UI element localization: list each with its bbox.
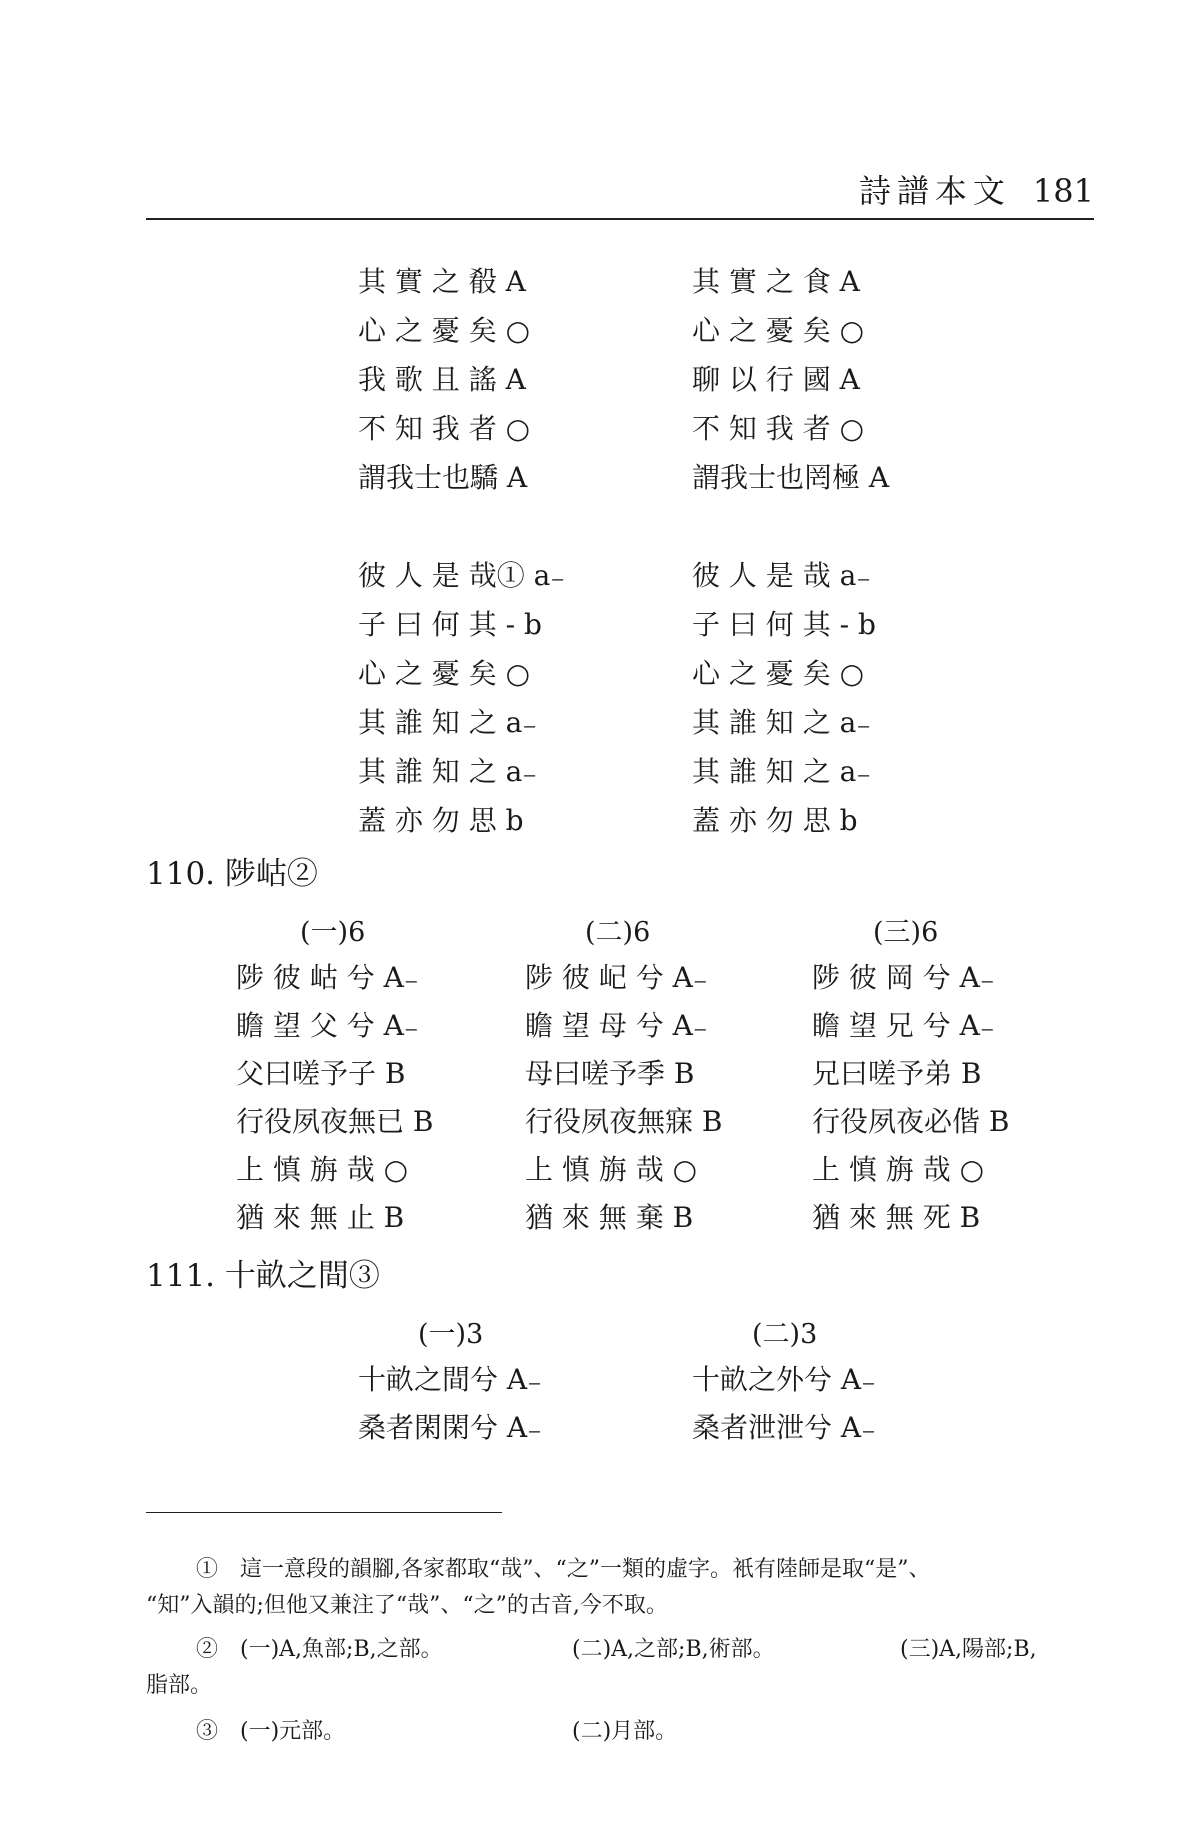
footnote-rule: [146, 1512, 502, 1513]
verse-line: 蓋 亦 勿 思 b: [692, 804, 858, 837]
verse-line: 不 知 我 者 ○: [692, 412, 865, 445]
section-title-110: 110. 陟岵②: [146, 856, 318, 892]
stanza-head: (三)6: [873, 917, 939, 948]
footnote-2-part1: ② (一)A,魚部;B,之部。: [196, 1637, 443, 1662]
verse-line: 十畝之外兮 A₋: [692, 1363, 876, 1396]
verse-line: 瞻 望 母 兮 A₋: [525, 1009, 708, 1042]
verse-line: 心 之 憂 矣 ○: [692, 657, 865, 690]
verse-line: 其 實 之 食 A: [692, 265, 860, 298]
running-header: [859, 166, 1094, 212]
stanza-head: (二)6: [585, 917, 651, 948]
verse-line: 行役夙夜無寐 B: [525, 1105, 723, 1138]
footnote-1-line2: “知”入韻的;但他又兼注了“哉”、“之”的古音,今不取。: [146, 1593, 668, 1618]
verse-line: 瞻 望 兄 兮 A₋: [812, 1009, 995, 1042]
verse-line: 蓋 亦 勿 思 b: [358, 804, 524, 837]
verse-line: 猶 來 無 止 B: [236, 1201, 405, 1234]
header-rule: [146, 218, 1094, 220]
verse-line: 彼 人 是 哉 a₋: [692, 559, 872, 592]
verse-line: 謂我士也罔極 A: [692, 461, 890, 494]
verse-line: 其 誰 知 之 a₋: [692, 755, 872, 788]
verse-line: 母曰嗟予季 B: [525, 1057, 695, 1090]
verse-line: 上 慎 旃 哉 ○: [812, 1153, 985, 1186]
verse-line: 不 知 我 者 ○: [358, 412, 531, 445]
verse-line: 父曰嗟予子 B: [236, 1057, 406, 1090]
footnote-3-part2: (二)月部。: [572, 1719, 678, 1744]
verse-line: 我 歌 且 謠 A: [358, 363, 526, 396]
verse-line: 心 之 憂 矣 ○: [692, 314, 865, 347]
verse-line: 其 誰 知 之 a₋: [358, 755, 538, 788]
footnote-3-part1: ③ (一)元部。: [196, 1719, 346, 1744]
stanza-head: (一)3: [418, 1319, 484, 1350]
verse-line: 陟 彼 屺 兮 A₋: [525, 961, 708, 994]
verse-line: 猶 來 無 棄 B: [525, 1201, 694, 1234]
verse-line: 謂我士也驕 A: [358, 461, 528, 494]
verse-line: 桑者閑閑兮 A₋: [358, 1411, 542, 1444]
verse-line: 上 慎 旃 哉 ○: [236, 1153, 409, 1186]
footnote-2-part3: (三)A,陽部;B,: [900, 1637, 1037, 1662]
running-title: 詩譜本文: [858, 172, 1011, 210]
section-title-111: 111. 十畝之間③: [146, 1258, 380, 1294]
verse-line: 其 誰 知 之 a₋: [692, 706, 872, 739]
verse-line: 心 之 憂 矣 ○: [358, 314, 531, 347]
footnote-2-line2: 脂部。: [146, 1673, 213, 1698]
verse-line: 其 誰 知 之 a₋: [358, 706, 538, 739]
stanza-head: (一)6: [300, 917, 366, 948]
verse-line: 彼 人 是 哉① a₋: [358, 559, 566, 592]
verse-line: 上 慎 旃 哉 ○: [525, 1153, 698, 1186]
verse-line: 兄曰嗟予弟 B: [812, 1057, 982, 1090]
verse-line: 桑者泄泄兮 A₋: [692, 1411, 876, 1444]
verse-line: 行役夙夜必偕 B: [812, 1105, 1010, 1138]
verse-line: 陟 彼 岡 兮 A₋: [812, 961, 995, 994]
page-number: 181: [1032, 172, 1094, 210]
verse-line: 子 曰 何 其 - b: [358, 608, 542, 641]
verse-line: 聊 以 行 國 A: [692, 363, 860, 396]
verse-line: 行役夙夜無已 B: [236, 1105, 434, 1138]
verse-line: 其 實 之 殽 A: [358, 265, 526, 298]
verse-line: 瞻 望 父 兮 A₋: [236, 1009, 419, 1042]
footnote-1-line1: ① 這一意段的韻腳,各家都取“哉”、“之”一類的虛字。衹有陸師是取“是”、: [196, 1557, 931, 1582]
verse-line: 猶 來 無 死 B: [812, 1201, 981, 1234]
verse-line: 子 曰 何 其 - b: [692, 608, 876, 641]
footnote-2-part2: (二)A,之部;B,術部。: [572, 1637, 775, 1662]
verse-line: 心 之 憂 矣 ○: [358, 657, 531, 690]
verse-line: 陟 彼 岵 兮 A₋: [236, 961, 419, 994]
verse-line: 十畝之間兮 A₋: [358, 1363, 542, 1396]
stanza-head: (二)3: [752, 1319, 818, 1350]
